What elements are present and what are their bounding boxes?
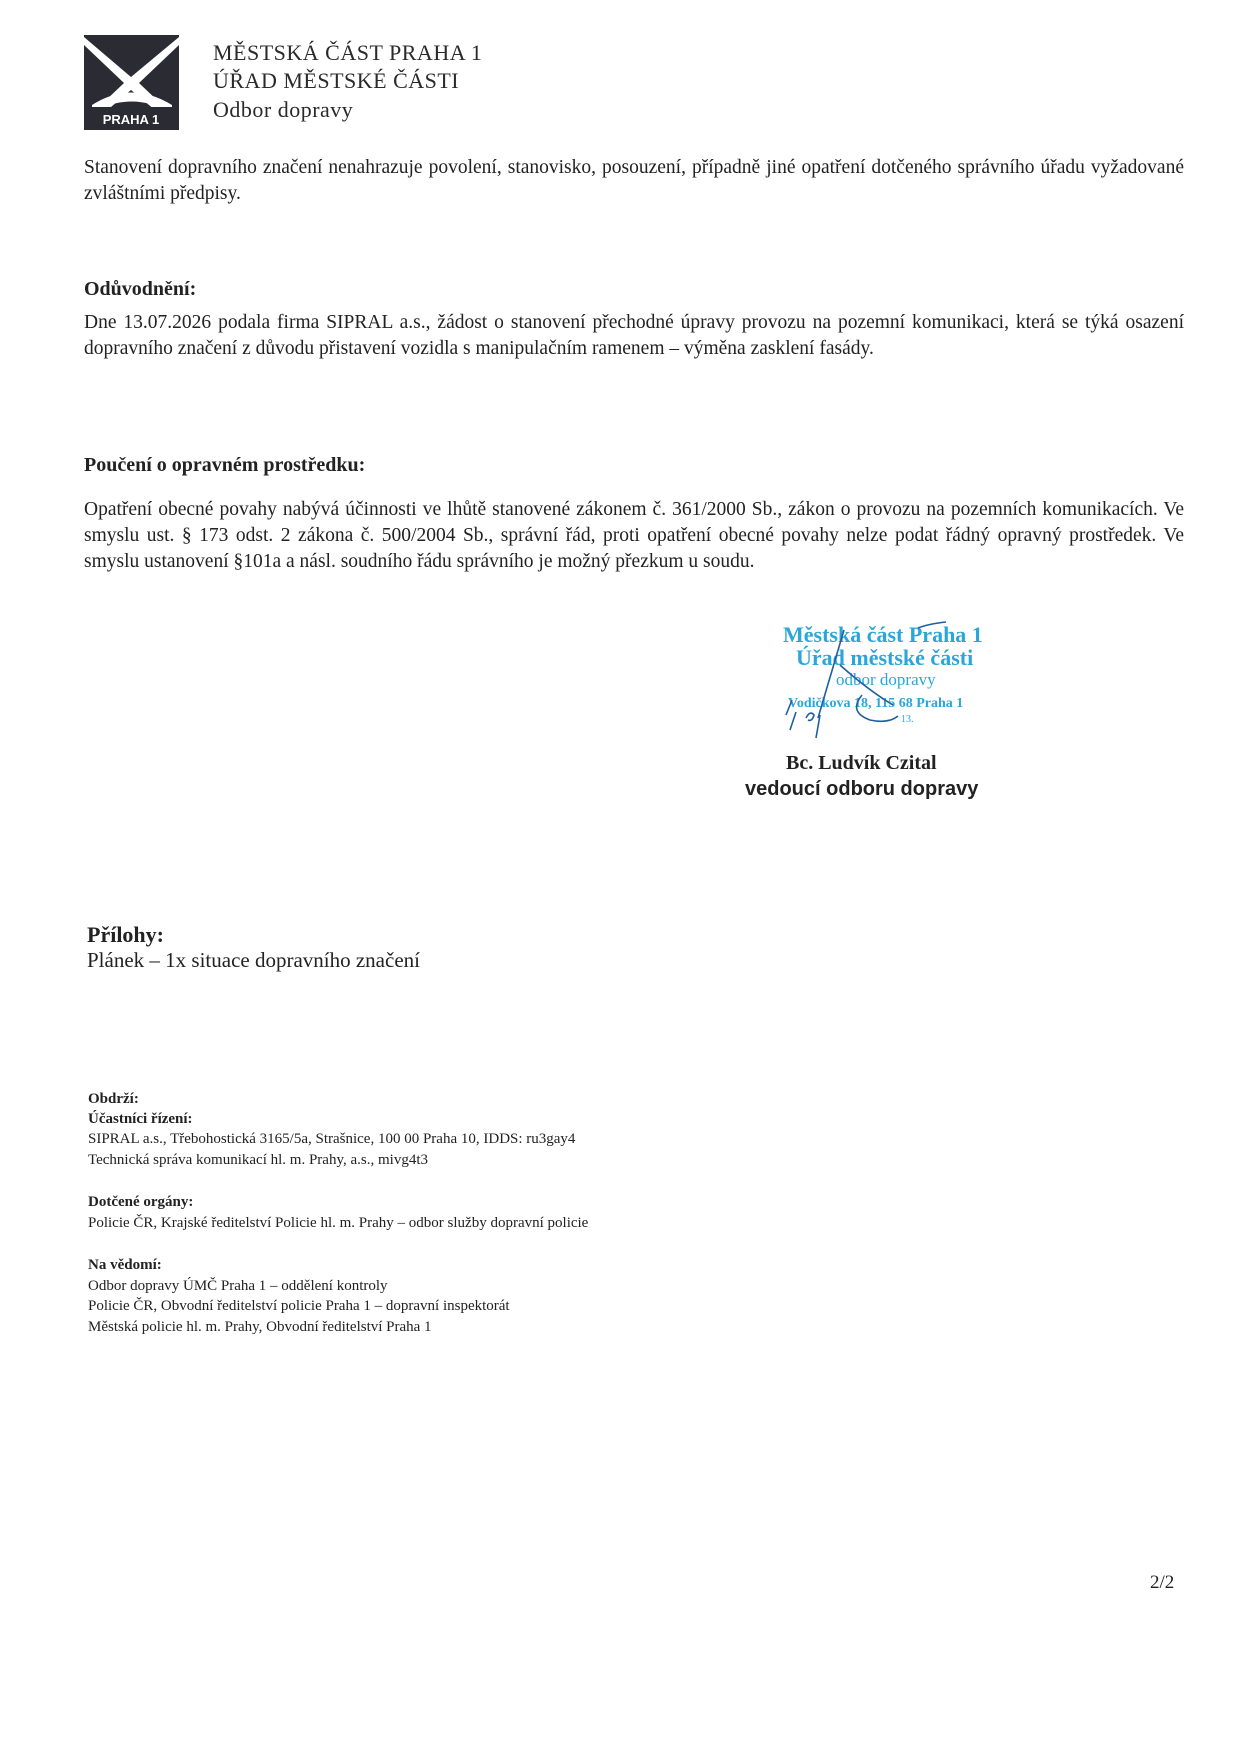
ucastnik-item: Technická správa komunikací hl. m. Prahy, a.s., mivg4t3 [88,1152,428,1168]
oduvodneni-heading: Odůvodnění: [84,278,197,300]
pouceni-text: Opatření obecné povahy nabývá účinnosti ve lhůtě stanovené zákonem č. 361/2000 Sb., zákon o provozu na pozemních komunikacích. Ve smyslu ust. § 173 odst. 2 zákona č. 500/2004 Sb., správní řád, proti opatření obecné povahy nelze podat řádný opravný prostředek. Ve smyslu ustanovení §101a a násl. soudního řádu správního je možný přezkum u soudu. [84,499,1184,572]
obdrzi-heading: Obdrží: [88,1091,139,1107]
ucastnik-item: SIPRAL a.s., Třebohostická 3165/5a, Strašnice, 100 00 Praha 10, IDDS: ru3gay4 [88,1131,576,1147]
signer-role: vedoucí odboru dopravy [745,778,979,800]
stamp-line-1: Městská část Praha 1 [783,622,983,647]
logo-text: PRAHA 1 [102,112,160,127]
praha1-logo [84,35,179,130]
office-stamp [778,620,1038,740]
intro-paragraph: Stanovení dopravního značení nenahrazuje povolení, stanovisko, posouzení, případně jiné opatření dotčeného správního úřadu vyžadované zvláštními předpisy. [84,157,1184,204]
navedomi-item: Policie ČR, Obvodní ředitelství policie Praha 1 – dopravní inspektorát [88,1298,510,1314]
praha1-logo-icon [84,35,179,130]
stamp-line-3: odbor dopravy [836,670,936,689]
page-number: 2/2 [1150,1572,1175,1593]
header-line-3: Odbor dopravy [213,97,354,122]
stamp-number: 13. [901,714,914,725]
dotceny-organ-item: Policie ČR, Krajské ředitelství Policie hl. m. Prahy – odbor služby dopravní policie [88,1215,589,1231]
header-line-2: ÚŘAD MĚSTSKÉ ČÁSTI [213,68,460,93]
navedomi-heading: Na vědomí: [88,1257,162,1273]
navedomi-item: Městská policie hl. m. Prahy, Obvodní ředitelství Praha 1 [88,1319,432,1335]
stamp-line-2: Úřad městské části [796,645,974,670]
navedomi-item: Odbor dopravy ÚMČ Praha 1 – oddělení kontroly [88,1278,388,1294]
dotcene-heading: Dotčené orgány: [88,1194,194,1210]
pouceni-heading: Poučení o opravném prostředku: [84,454,366,476]
prilohy-item: Plánek – 1x situace dopravního značení [87,948,420,972]
signer-name: Bc. Ludvík Czital [786,752,937,774]
header-line-1: MĚSTSKÁ ČÁST PRAHA 1 [213,40,483,65]
stamp-line-4: Vodičkova 18, 115 68 Praha 1 [788,696,964,711]
ucastnici-heading: Účastníci řízení: [88,1111,193,1127]
oduvodneni-text: Dne 13.07.2026 podala firma SIPRAL a.s., žádost o stanovení přechodné úpravy provozu na pozemní komunikaci, která se týká osazení dopravního značení z důvodu přistavení vozidla s manipulačním ramenem – výměna zasklení fasády. [84,312,1184,359]
prilohy-heading: Přílohy: [87,922,164,947]
stamp-graphic [778,620,1038,740]
